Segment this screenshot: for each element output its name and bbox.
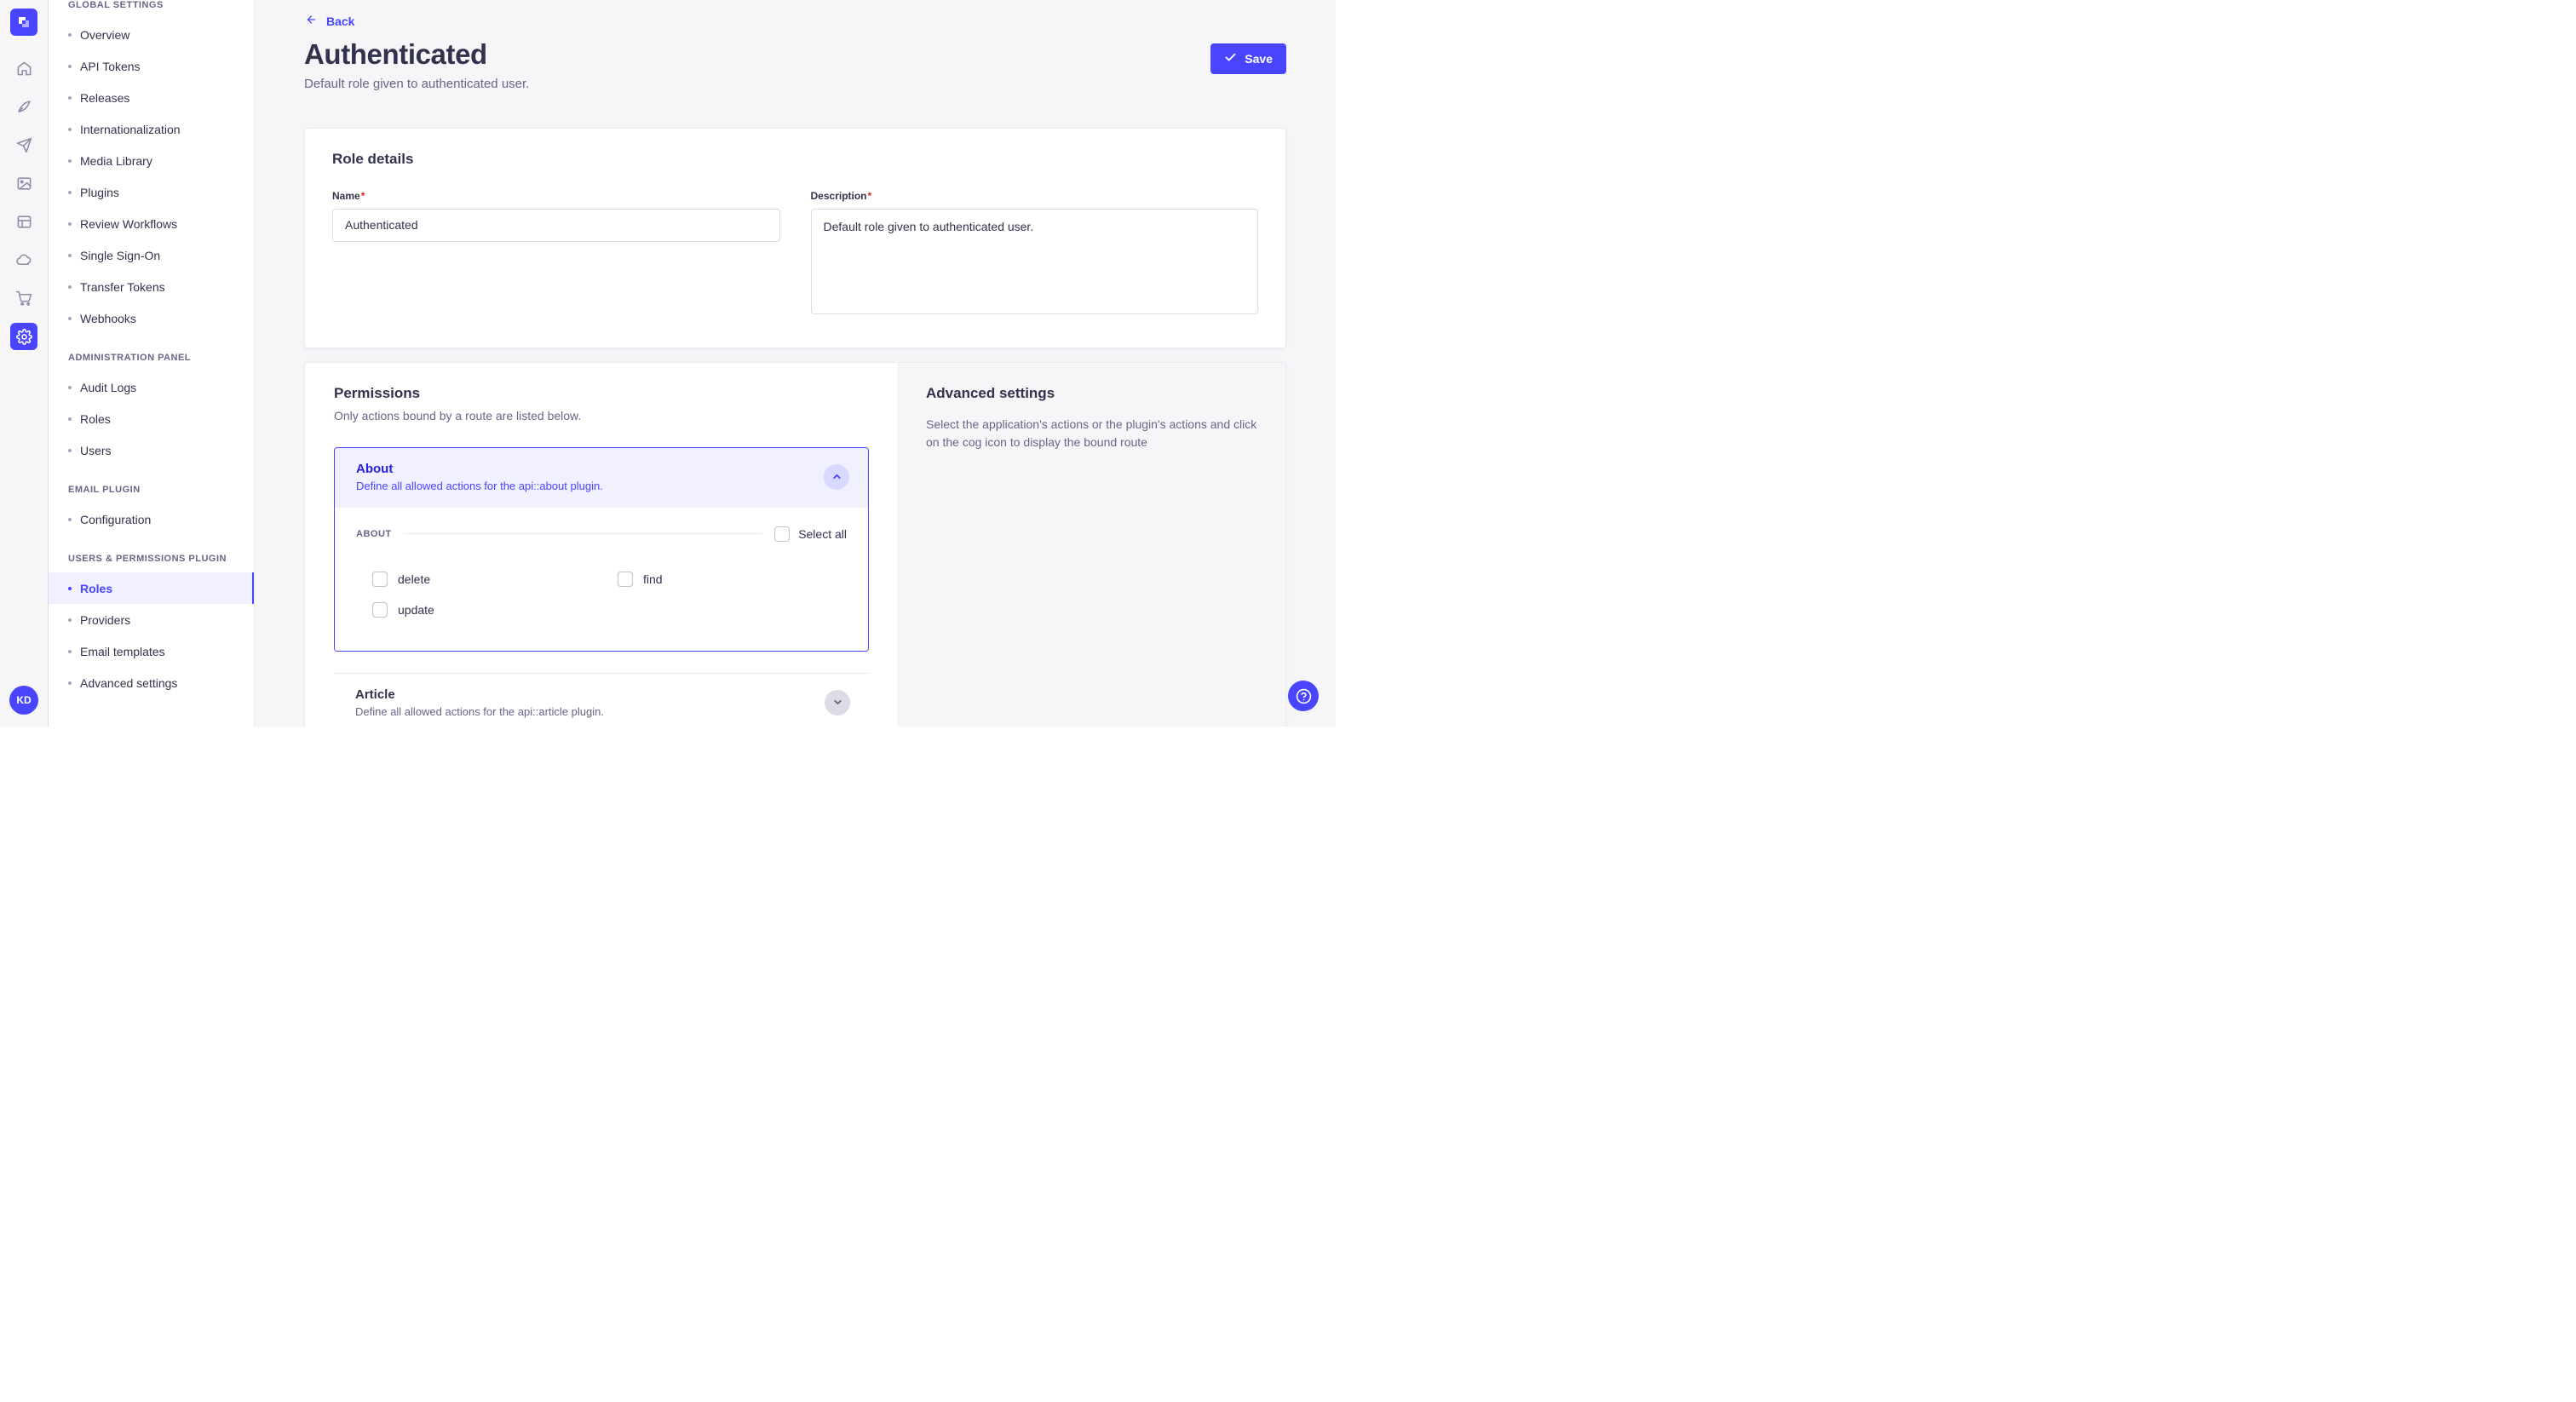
bullet-icon: [68, 191, 72, 194]
layout-icon[interactable]: [10, 208, 37, 235]
nav-section-title: ADMINISTRATION PANEL: [68, 353, 192, 363]
bullet-icon: [68, 159, 72, 163]
name-label-text: Name: [332, 189, 360, 202]
sidebar-item-label: Roles: [80, 411, 111, 426]
back-label: Back: [326, 14, 355, 28]
bullet-icon: [68, 386, 72, 389]
content-area: [255, 91, 1336, 727]
bullet-icon: [68, 317, 72, 320]
sidebar-item-email-templates[interactable]: [49, 635, 254, 667]
app-root: [0, 0, 1336, 727]
page-title: Authenticated: [304, 38, 487, 70]
page-header: [255, 0, 1336, 91]
sidebar-item-audit-logs[interactable]: [49, 371, 254, 403]
permission-action-find[interactable]: [601, 564, 847, 595]
sidebar-item-providers[interactable]: [49, 604, 254, 635]
sidebar-item-label: Users: [80, 443, 112, 457]
bullet-icon: [68, 518, 72, 521]
marketplace-icon[interactable]: [10, 284, 37, 312]
permission-group-about: [334, 447, 869, 652]
save-button[interactable]: [1210, 43, 1286, 74]
advanced-settings-title: Advanced settings: [926, 384, 1055, 401]
permissions-subtitle: Only actions bound by a route are listed below.: [334, 408, 582, 422]
sidebar-item-label: Media Library: [80, 153, 152, 168]
sidebar-item-label: Providers: [80, 612, 131, 627]
description-label-text: Description: [810, 189, 867, 202]
checkbox-icon[interactable]: [372, 572, 388, 587]
permission-group-header[interactable]: [335, 448, 868, 508]
check-icon: [1224, 51, 1237, 66]
permission-actions-grid: [356, 564, 847, 625]
select-all-label: Select all: [798, 526, 847, 541]
sidebar-item-single-sign-on[interactable]: [49, 239, 254, 271]
permission-group-body: [335, 508, 868, 651]
checkbox-icon[interactable]: [774, 526, 790, 542]
permission-group-article[interactable]: [334, 673, 869, 727]
permissions-title: Permissions: [334, 384, 421, 401]
advanced-settings-panel: [898, 363, 1285, 727]
page-subtitle: Default role given to authenticated user.: [304, 76, 530, 91]
sidebar-item-label: Webhooks: [80, 311, 136, 325]
bullet-icon: [68, 65, 72, 68]
description-field-wrapper: [811, 190, 1259, 319]
sidebar-item-label: Configuration: [80, 512, 152, 526]
bullet-icon: [68, 285, 72, 289]
bullet-icon: [68, 128, 72, 131]
sidebar-item-users[interactable]: [49, 434, 254, 466]
role-details-card: [304, 128, 1286, 348]
sidebar-item-transfer-tokens[interactable]: [49, 271, 254, 302]
sidebar-item-roles[interactable]: [49, 572, 254, 604]
permission-group-text: [356, 462, 603, 492]
permission-group-name: About: [356, 461, 394, 476]
arrow-left-icon: [304, 14, 319, 28]
permission-group-subheader: [356, 526, 847, 542]
checkbox-icon[interactable]: [618, 572, 633, 587]
permission-action-delete[interactable]: [356, 564, 601, 595]
bullet-icon: [68, 449, 72, 452]
title-row: [304, 38, 1286, 91]
title-block: [304, 38, 529, 91]
avatar[interactable]: KD: [9, 686, 38, 715]
strapi-logo-icon[interactable]: [10, 9, 37, 36]
role-details-fields: [332, 190, 1258, 319]
sidebar-item-review-workflows[interactable]: [49, 208, 254, 239]
name-label: [332, 190, 780, 202]
role-details-title: Role details: [332, 150, 414, 167]
chevron-up-icon[interactable]: [824, 464, 849, 490]
sidebar-item-label: Plugins: [80, 185, 119, 199]
permission-group-description: Define all allowed actions for the api::about plugin.: [356, 479, 603, 492]
sidebar-item-label: Email templates: [80, 644, 165, 658]
select-all-checkbox[interactable]: [774, 526, 847, 542]
back-button[interactable]: [304, 14, 354, 28]
permissions-panel: [305, 363, 898, 727]
name-input[interactable]: [332, 209, 780, 242]
sidebar-item-label: Advanced settings: [80, 675, 178, 690]
sidebar-item-label: Overview: [80, 27, 130, 42]
permission-action-label: find: [643, 572, 663, 586]
divider: [404, 533, 763, 534]
sidebar-item-admin-roles[interactable]: [49, 403, 254, 434]
checkbox-icon[interactable]: [372, 602, 388, 618]
sidebar-item-label: API Tokens: [80, 59, 141, 73]
primary-icon-rail: [0, 0, 49, 727]
bullet-icon: [68, 222, 72, 226]
permission-group-description: Define all allowed actions for the api::article plugin.: [355, 704, 604, 718]
settings-gear-icon[interactable]: [10, 323, 37, 350]
bullet-icon: [68, 618, 72, 622]
sidebar-item-label: Transfer Tokens: [80, 279, 165, 294]
save-label: Save: [1245, 52, 1273, 66]
advanced-settings-text: Select the application's actions or the plugin's actions and click on the cog icon to display the bound route: [926, 417, 1257, 449]
help-button[interactable]: [1288, 681, 1319, 711]
nav-section-title: GLOBAL SETTINGS: [68, 0, 164, 10]
required-marker: *: [867, 189, 872, 202]
sidebar-item-overview[interactable]: [49, 19, 254, 50]
home-icon[interactable]: [10, 55, 37, 82]
nav-section-title: USERS & PERMISSIONS PLUGIN: [68, 554, 227, 564]
permission-action-update[interactable]: [356, 595, 601, 625]
permission-group-name: Article: [355, 687, 395, 702]
sidebar-item-plugins[interactable]: [49, 176, 254, 208]
description-label: [811, 190, 1259, 202]
sidebar-item-label: Audit Logs: [80, 380, 137, 394]
sidebar-item-label: Single Sign-On: [80, 248, 161, 262]
bullet-icon: [68, 96, 72, 100]
sidebar-item-releases[interactable]: [49, 82, 254, 113]
sidebar-item-label: Roles: [80, 581, 113, 595]
settings-nav: [49, 0, 255, 727]
permissions-card: [304, 362, 1286, 727]
bullet-icon: [68, 254, 72, 257]
required-marker: *: [360, 189, 365, 202]
bullet-icon: [68, 681, 72, 685]
main-content: [255, 0, 1336, 727]
chevron-down-icon[interactable]: [825, 690, 850, 715]
bullet-icon: [68, 417, 72, 421]
sidebar-item-internationalization[interactable]: [49, 113, 254, 145]
content-manager-icon[interactable]: [10, 93, 37, 120]
sidebar-item-label: Review Workflows: [80, 216, 178, 231]
sidebar-item-webhooks[interactable]: [49, 302, 254, 334]
bullet-icon: [68, 650, 72, 653]
permission-action-label: delete: [398, 572, 431, 586]
permission-section-label: ABOUT: [356, 528, 392, 539]
permission-group-text: [355, 687, 604, 718]
sidebar-item-label: Internationalization: [80, 122, 181, 136]
sidebar-item-advanced-settings[interactable]: [49, 667, 254, 698]
description-textarea[interactable]: [811, 209, 1259, 314]
sidebar-item-media-library[interactable]: [49, 145, 254, 176]
sidebar-item-configuration[interactable]: [49, 503, 254, 535]
bullet-icon: [68, 33, 72, 37]
cloud-icon[interactable]: [10, 246, 37, 273]
nav-section-title: EMAIL PLUGIN: [68, 485, 141, 495]
bullet-icon: [68, 587, 72, 590]
sidebar-item-label: Releases: [80, 90, 130, 105]
name-field-wrapper: [332, 190, 780, 319]
content-type-builder-icon[interactable]: [10, 131, 37, 158]
sidebar-item-api-tokens[interactable]: [49, 50, 254, 82]
permission-action-label: update: [398, 602, 434, 617]
media-library-icon[interactable]: [10, 170, 37, 197]
